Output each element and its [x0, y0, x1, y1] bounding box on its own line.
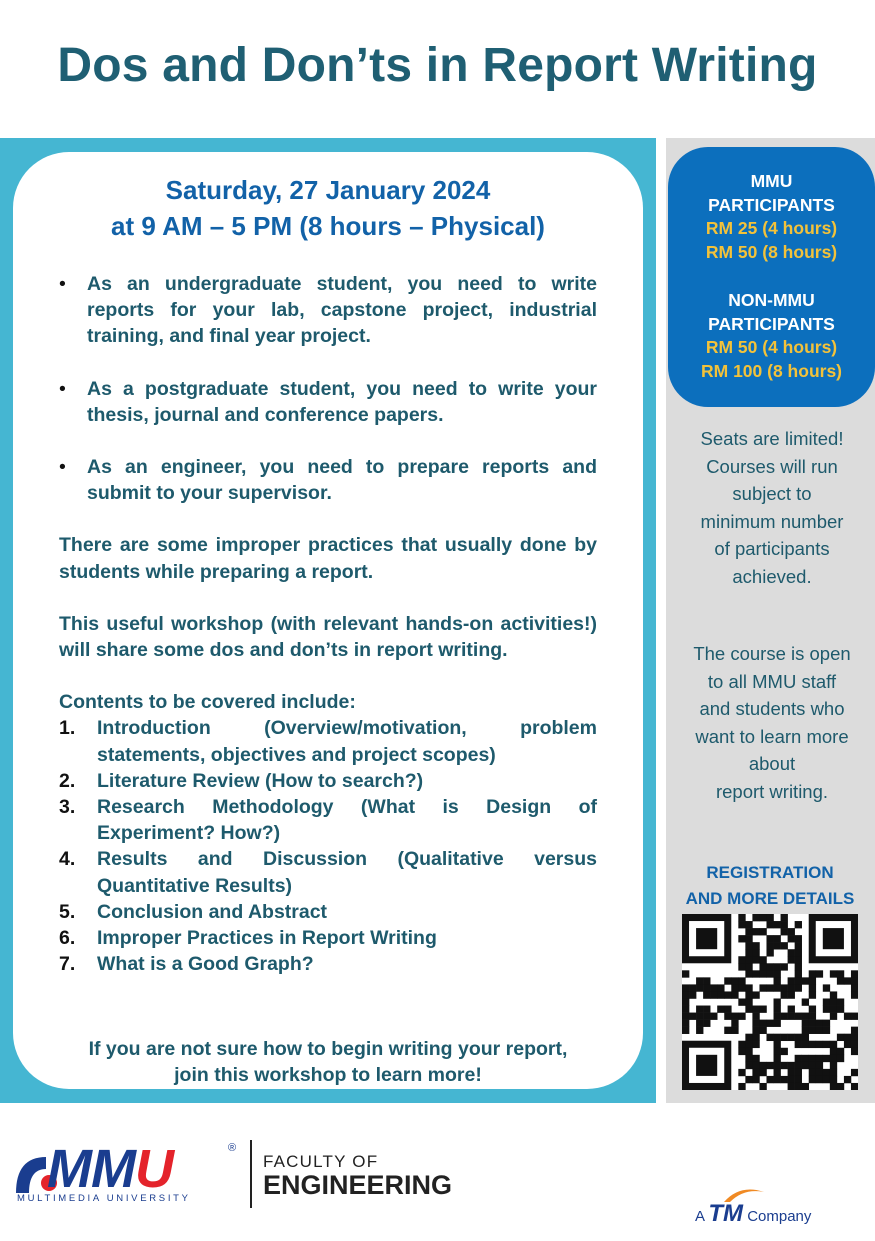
registration-line: AND MORE DETAILS	[685, 888, 855, 908]
bullet-icon: •	[59, 456, 66, 479]
mmu-logo-text: MMU	[47, 1139, 173, 1199]
body-content	[59, 271, 597, 1003]
item-text: Introduction (Overview/motivation, problem statements, objectives and project scopes)	[97, 717, 597, 766]
item-text: Improper Practices in Report Writing	[97, 927, 437, 950]
bullet-text: As an undergraduate student, you need to write reports for your lab, capstone project, industrial training, and final year project.	[87, 273, 597, 348]
note-line: Seats are limited!	[700, 428, 844, 449]
qr-code[interactable]	[682, 914, 858, 1090]
registered-mark: ®	[228, 1142, 237, 1154]
contents-item	[59, 846, 597, 898]
tm-company-logo: A TM Company	[695, 1200, 812, 1227]
paragraph: This useful workshop (with relevant hands-on activities!) will share some dos and don’ts in report writing.	[59, 612, 597, 662]
note-line: minimum number	[700, 510, 844, 532]
event-datetime	[13, 172, 643, 244]
item-text: Research Methodology (What is Design of Experiment? How?)	[97, 796, 597, 845]
note-line: subject to	[732, 483, 812, 504]
qr-code-icon	[682, 914, 858, 1090]
contents-item	[59, 899, 597, 925]
note-line: achieved.	[732, 565, 812, 587]
mmu-logo-subtitle: MULTIMEDIA UNIVERSITY	[17, 1193, 191, 1204]
pricing-label: NON-MMU	[728, 290, 815, 310]
pricing-label: MMU	[750, 171, 793, 191]
item-number: 6.	[59, 927, 76, 950]
note-line: and students who	[699, 698, 845, 719]
item-text: Literature Review (How to search?)	[97, 769, 424, 792]
note-line: Courses will run	[706, 455, 838, 477]
bullet-item	[59, 454, 597, 506]
pricing-label: PARTICIPANTS	[708, 313, 835, 334]
event-time: at 9 AM – 5 PM (8 hours – Physical)	[111, 211, 545, 241]
contents-item	[59, 794, 597, 846]
faculty-label: FACULTY OF	[263, 1152, 379, 1171]
closing-line: If you are not sure how to begin writing your report,	[88, 1038, 568, 1060]
pricing-price: RM 50 (4 hours)	[705, 337, 838, 358]
paragraph: There are some improper practices that usually done by students while preparing a report.	[59, 534, 597, 583]
bullet-icon: •	[59, 273, 66, 295]
item-text: Conclusion and Abstract	[97, 900, 328, 923]
pricing-price: RM 25 (4 hours)	[705, 218, 838, 239]
contents-item	[59, 715, 597, 767]
item-number: 5.	[59, 900, 76, 923]
contents-list	[59, 715, 597, 977]
pricing-price: RM 50 (8 hours)	[705, 241, 838, 262]
footer-divider	[250, 1140, 252, 1208]
contents-heading: Contents to be covered include:	[59, 691, 356, 714]
item-number: 4.	[59, 848, 76, 871]
note-line: of participants	[714, 538, 830, 559]
registration-line: REGISTRATION	[706, 863, 834, 882]
bullet-item	[59, 376, 597, 428]
seats-note	[672, 425, 872, 590]
pricing-label: PARTICIPANTS	[708, 194, 835, 215]
open-note	[672, 640, 872, 805]
contents-item	[59, 925, 597, 951]
contents-item	[59, 951, 597, 977]
registration-label	[670, 860, 870, 911]
item-text: Results and Discussion (Qualitative versus Quantitative Results)	[97, 848, 597, 897]
item-number: 3.	[59, 796, 76, 819]
pricing-mmu	[668, 170, 875, 264]
bullet-item	[59, 271, 597, 350]
pricing-card	[668, 147, 875, 407]
bullet-text: As an engineer, you need to prepare reports and submit to your supervisor.	[87, 456, 597, 505]
pricing-price: RM 100 (8 hours)	[701, 360, 842, 381]
faculty-name: ENGINEERING	[263, 1170, 453, 1200]
item-text: What is a Good Graph?	[97, 953, 314, 976]
item-number: 1.	[59, 717, 76, 740]
note-line: about	[748, 753, 796, 774]
contents-item	[59, 768, 597, 794]
bullet-icon: •	[59, 377, 66, 400]
pricing-non-mmu	[668, 289, 875, 383]
page-title: Dos and Don’ts in Report Writing	[57, 39, 818, 92]
bullet-text: As a postgraduate student, you need to write your thesis, journal and conference papers.	[87, 377, 597, 426]
note-line: The course is open	[693, 643, 851, 664]
item-number: 2.	[59, 769, 76, 792]
note-line: want to learn more	[695, 725, 849, 747]
closing-line: join this workshop to learn more!	[174, 1064, 482, 1087]
event-date: Saturday, 27 January 2024	[165, 175, 491, 205]
note-line: report writing.	[715, 780, 829, 802]
note-line: to all MMU staff	[707, 670, 837, 692]
closing-note	[13, 1036, 643, 1088]
item-number: 7.	[59, 953, 76, 976]
